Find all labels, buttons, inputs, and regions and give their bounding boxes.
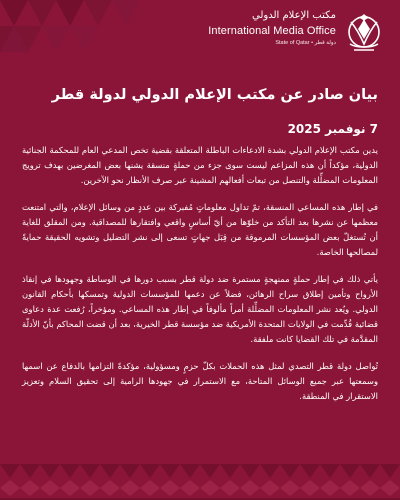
qatar-emblem-icon xyxy=(342,8,386,56)
media-office-logo xyxy=(208,8,386,60)
footer-diamond-pattern xyxy=(0,458,400,500)
header-band xyxy=(0,0,400,60)
header-triangle-pattern xyxy=(0,0,140,60)
statement-paragraph-4: تُواصل دولة قطر التصدي لمثل هذه الحملات بكلّ حزمٍ ومسؤولية، مؤكدةً التزامها بالدفاع عن اسمها وسمعتها عبر جميع الوسائل المتاحة، مع الاستمرار في جهودها الرامية إلى تحقيق السلام وتعزيز الاستقرار في المنطقة. xyxy=(22,360,378,401)
statement-paragraph-1: يدين مكتب الإعلام الدولي بشدة الادعاءات الباطلة المتعلقة بقضية تخص المدعي العام للمحكمة الجنائية الدولية، مؤكداً أن هذه المزاعم ليست سوى جزء من حملةٍ منسقة يشنها بعض المغرضين بهدف ترويج المعلومات المضلِّلة والتنصل من تبعات أفعالهم المشينة عبر صرف الأنظار نحو الآخرين. xyxy=(22,144,378,185)
logo-arabic-name: مكتب الإعلام الدولي xyxy=(252,10,336,21)
statement-title: بيان صادر عن مكتب الإعلام الدولي لدولة قطر xyxy=(51,87,378,103)
statement-body xyxy=(22,86,378,416)
statement-date: 7 نوفمبر 2025 xyxy=(287,121,378,136)
logo-state-line: State of Qatar • دولة قطر xyxy=(275,40,336,46)
statement-paragraph-3: يأتي ذلك في إطار حملةٍ ممنهجةٍ مستمرة ضد دولة قطر بسبب دورها في الوساطة وجهودها في إنقاذ الأرواح وتأمين إطلاق سراح الرهائن، فضلاً عن دعمها للمؤسسات الدولية وتمسكها بأحكام القانون الدولي. ويُعد نشر المعلومات المضلِّلة أمراً مألوفاً في إطار هذه المساعي. ومؤخراً، رُفعت عدة دعاوى قضائية قُدِّمت في الولايات المتحدة الأمريكية ضد مؤسسة قطر الخيرية، بعد أن قضت المحاكم بأنّ الأدلّة المقدَّمة في تلك القضايا كانت ملفقة. xyxy=(22,273,378,344)
statement-paragraph-2: في إطار هذه المساعي المنسقة، تمّ تداول معلوماتٍ مُفبركة بين عددٍ من وسائل الإعلام، والتي امتنعت معظمها عن نشرها بعد التأكد من خلوّها من أيّ أساسٍ واقعي وافتقارها للمصداقية. ومن المقلق للغاية أن تُستغلّ بعض المؤسسات المرموقة من قِبَل جهاتٍ تسعى إلى نشر التضليل وتشويه الحقيقة حمايةً لمصالحها الخاصة. xyxy=(22,201,378,257)
logo-english-name: International Media Office xyxy=(208,25,336,37)
